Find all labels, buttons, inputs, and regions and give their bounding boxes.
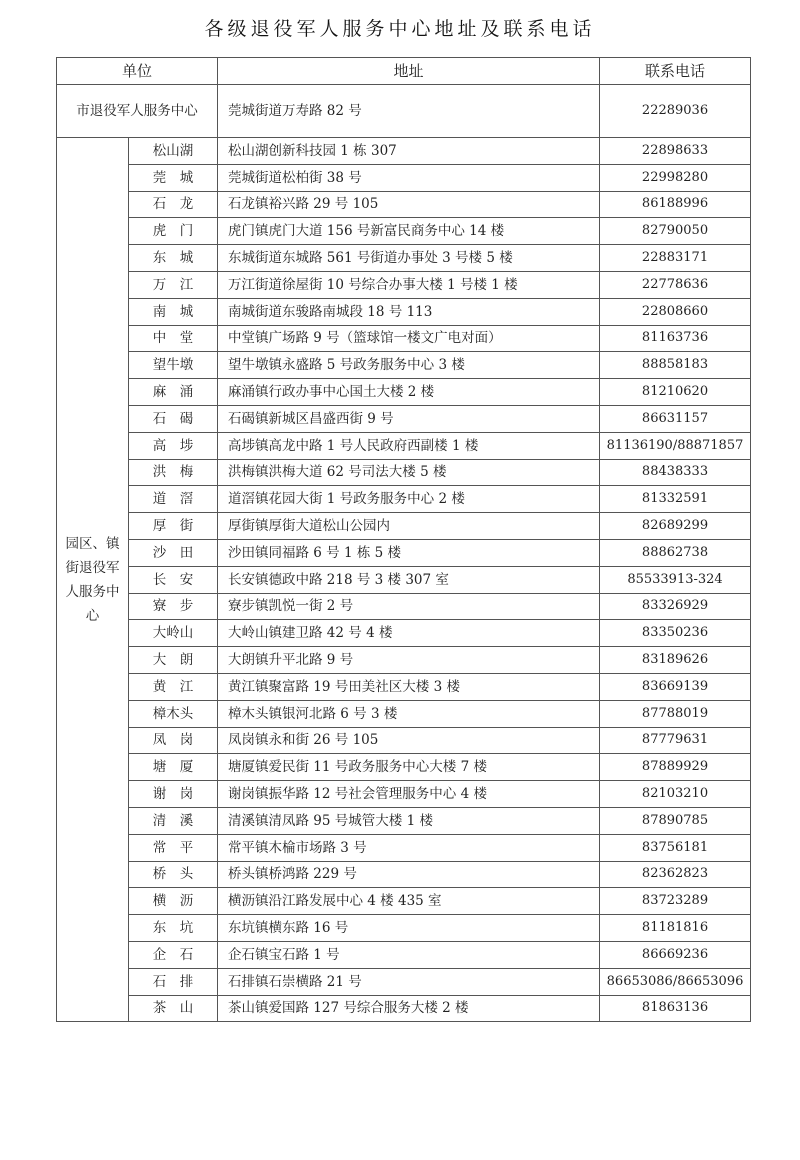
group-unit-label: 园区、镇街退役军人服务中心 <box>57 138 129 1022</box>
header-phone: 联系电话 <box>600 58 751 85</box>
city-center-row <box>57 85 751 138</box>
town-name: 樟木头 <box>129 700 218 727</box>
town-name: 松山湖 <box>129 138 218 165</box>
town-name: 沙 田 <box>129 539 218 566</box>
town-address: 道滘镇花园大街 1 号政务服务中心 2 楼 <box>218 486 600 513</box>
town-phone: 83350236 <box>600 620 751 647</box>
town-address: 万江街道徐屋街 10 号综合办事大楼 1 号楼 1 楼 <box>218 271 600 298</box>
town-address: 桥头镇桥鸿路 229 号 <box>218 861 600 888</box>
table-row <box>57 513 751 540</box>
town-address: 常平镇木棆市场路 3 号 <box>218 834 600 861</box>
town-address: 东坑镇横东路 16 号 <box>218 915 600 942</box>
town-name: 虎 门 <box>129 218 218 245</box>
town-phone: 81332591 <box>600 486 751 513</box>
town-address: 清溪镇清凤路 95 号城管大楼 1 楼 <box>218 807 600 834</box>
town-phone: 81863136 <box>600 995 751 1022</box>
town-phone: 86653086/86653096 <box>600 968 751 995</box>
town-address: 大岭山镇建卫路 42 号 4 楼 <box>218 620 600 647</box>
town-address: 长安镇德政中路 218 号 3 楼 307 室 <box>218 566 600 593</box>
table-row <box>57 995 751 1022</box>
town-address: 南城街道东骏路南城段 18 号 113 <box>218 298 600 325</box>
town-phone: 81181816 <box>600 915 751 942</box>
town-address: 寮步镇凯悦一街 2 号 <box>218 593 600 620</box>
table-row <box>57 379 751 406</box>
town-name: 石 龙 <box>129 191 218 218</box>
town-address: 塘厦镇爱民街 11 号政务服务中心大楼 7 楼 <box>218 754 600 781</box>
table-row <box>57 298 751 325</box>
town-address: 樟木头镇银河北路 6 号 3 楼 <box>218 700 600 727</box>
town-name: 中 堂 <box>129 325 218 352</box>
town-phone: 87890785 <box>600 807 751 834</box>
table-row <box>57 673 751 700</box>
town-phone: 22883171 <box>600 245 751 272</box>
town-name: 东 坑 <box>129 915 218 942</box>
table-row <box>57 861 751 888</box>
town-name: 洪 梅 <box>129 459 218 486</box>
town-name: 谢 岗 <box>129 781 218 808</box>
town-phone: 22808660 <box>600 298 751 325</box>
town-address: 洪梅镇洪梅大道 62 号司法大楼 5 楼 <box>218 459 600 486</box>
town-address: 黄江镇聚富路 19 号田美社区大楼 3 楼 <box>218 673 600 700</box>
town-phone: 86188996 <box>600 191 751 218</box>
town-name: 道 滘 <box>129 486 218 513</box>
header-unit: 单位 <box>57 58 218 85</box>
town-address: 石龙镇裕兴路 29 号 105 <box>218 191 600 218</box>
table-row <box>57 325 751 352</box>
table-row <box>57 138 751 165</box>
town-address: 石碣镇新城区昌盛西街 9 号 <box>218 405 600 432</box>
table-row <box>57 915 751 942</box>
table-row <box>57 620 751 647</box>
town-phone: 87788019 <box>600 700 751 727</box>
town-phone: 88862738 <box>600 539 751 566</box>
town-address: 大朗镇升平北路 9 号 <box>218 647 600 674</box>
town-phone: 86631157 <box>600 405 751 432</box>
town-phone: 83756181 <box>600 834 751 861</box>
table-row <box>57 727 751 754</box>
town-address: 企石镇宝石路 1 号 <box>218 941 600 968</box>
town-name: 石 排 <box>129 968 218 995</box>
town-name: 横 沥 <box>129 888 218 915</box>
town-name: 东 城 <box>129 245 218 272</box>
table-row <box>57 781 751 808</box>
table-row <box>57 754 751 781</box>
header-address: 地址 <box>218 58 600 85</box>
town-phone: 82362823 <box>600 861 751 888</box>
town-phone: 85533913-324 <box>600 566 751 593</box>
table-row <box>57 539 751 566</box>
table-row <box>57 834 751 861</box>
town-address: 沙田镇同福路 6 号 1 栋 5 楼 <box>218 539 600 566</box>
table-header-row <box>57 58 751 85</box>
town-phone: 22998280 <box>600 164 751 191</box>
town-address: 凤岗镇永和街 26 号 105 <box>218 727 600 754</box>
town-name: 桥 头 <box>129 861 218 888</box>
town-name: 寮 步 <box>129 593 218 620</box>
town-name: 大 朗 <box>129 647 218 674</box>
town-name: 塘 厦 <box>129 754 218 781</box>
town-name: 凤 岗 <box>129 727 218 754</box>
town-name: 企 石 <box>129 941 218 968</box>
town-name: 茶 山 <box>129 995 218 1022</box>
city-center-unit: 市退役军人服务中心 <box>57 85 218 138</box>
town-address: 茶山镇爱国路 127 号综合服务大楼 2 楼 <box>218 995 600 1022</box>
town-address: 望牛墩镇永盛路 5 号政务服务中心 3 楼 <box>218 352 600 379</box>
table-row <box>57 271 751 298</box>
town-phone: 88438333 <box>600 459 751 486</box>
table-row <box>57 191 751 218</box>
town-name: 厚 街 <box>129 513 218 540</box>
table-row <box>57 888 751 915</box>
city-center-phone: 22289036 <box>600 85 751 138</box>
table-row <box>57 807 751 834</box>
town-phone: 81163736 <box>600 325 751 352</box>
town-address: 莞城街道松柏街 38 号 <box>218 164 600 191</box>
table-row <box>57 218 751 245</box>
town-name: 石 碣 <box>129 405 218 432</box>
town-phone: 82790050 <box>600 218 751 245</box>
town-phone: 88858183 <box>600 352 751 379</box>
table-row <box>57 352 751 379</box>
contact-table <box>56 57 751 1022</box>
town-phone: 81136190/88871857 <box>600 432 751 459</box>
town-phone: 87779631 <box>600 727 751 754</box>
town-address: 东城街道东城路 561 号街道办事处 3 号楼 5 楼 <box>218 245 600 272</box>
town-address: 谢岗镇振华路 12 号社会管理服务中心 4 楼 <box>218 781 600 808</box>
document-title: 各级退役军人服务中心地址及联系电话 <box>204 18 596 40</box>
table-row <box>57 459 751 486</box>
town-phone: 81210620 <box>600 379 751 406</box>
town-name: 常 平 <box>129 834 218 861</box>
town-name: 望牛墩 <box>129 352 218 379</box>
table-row <box>57 245 751 272</box>
town-address: 石排镇石崇横路 21 号 <box>218 968 600 995</box>
town-phone: 22898633 <box>600 138 751 165</box>
town-name: 大岭山 <box>129 620 218 647</box>
town-phone: 82103210 <box>600 781 751 808</box>
table-row <box>57 700 751 727</box>
town-address: 麻涌镇行政办事中心国土大楼 2 楼 <box>218 379 600 406</box>
table-row <box>57 941 751 968</box>
town-address: 虎门镇虎门大道 156 号新富民商务中心 14 楼 <box>218 218 600 245</box>
town-address: 横沥镇沿江路发展中心 4 楼 435 室 <box>218 888 600 915</box>
town-phone: 82689299 <box>600 513 751 540</box>
table-row <box>57 164 751 191</box>
table-row <box>57 968 751 995</box>
town-address: 中堂镇广场路 9 号（篮球馆一楼文广电对面） <box>218 325 600 352</box>
table-row <box>57 405 751 432</box>
town-phone: 22778636 <box>600 271 751 298</box>
table-row <box>57 647 751 674</box>
town-name: 麻 涌 <box>129 379 218 406</box>
town-name: 长 安 <box>129 566 218 593</box>
town-phone: 83326929 <box>600 593 751 620</box>
town-phone: 86669236 <box>600 941 751 968</box>
town-address: 高埗镇高龙中路 1 号人民政府西副楼 1 楼 <box>218 432 600 459</box>
table-row <box>57 593 751 620</box>
table-row <box>57 486 751 513</box>
town-address: 厚街镇厚街大道松山公园内 <box>218 513 600 540</box>
city-center-address: 莞城街道万寿路 82 号 <box>218 85 600 138</box>
town-name: 清 溪 <box>129 807 218 834</box>
town-name: 万 江 <box>129 271 218 298</box>
town-address: 松山湖创新科技园 1 栋 307 <box>218 138 600 165</box>
town-phone: 87889929 <box>600 754 751 781</box>
table-row <box>57 432 751 459</box>
town-name: 高 埗 <box>129 432 218 459</box>
town-name: 莞 城 <box>129 164 218 191</box>
town-name: 南 城 <box>129 298 218 325</box>
town-phone: 83669139 <box>600 673 751 700</box>
town-phone: 83189626 <box>600 647 751 674</box>
town-phone: 83723289 <box>600 888 751 915</box>
table-row <box>57 566 751 593</box>
town-name: 黄 江 <box>129 673 218 700</box>
